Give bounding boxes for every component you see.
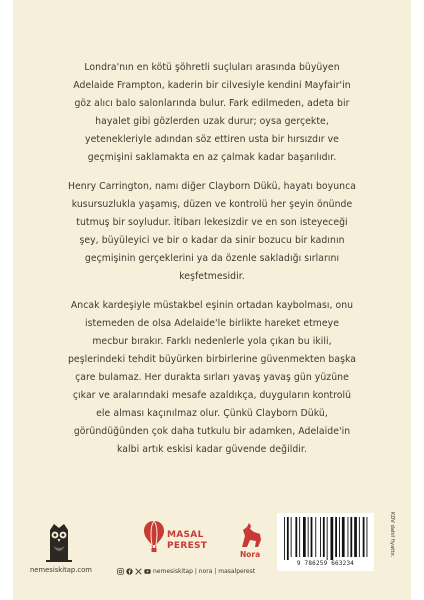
footer-social-links [117,566,255,576]
barcode-bar [350,517,352,557]
masal-logo-text-top: MASAL [167,530,204,540]
footer-website: nemesiskitap.com [30,566,92,574]
barcode-bar [308,517,309,557]
barcode-bar [284,517,285,560]
barcode-number: 9 786259 663234 [296,560,355,567]
youtube-icon [144,568,151,575]
barcode-bar [291,517,292,557]
facebook-icon [126,568,133,575]
deer-icon [236,520,266,550]
barcode-bar [327,517,328,560]
barcode-bar [354,517,357,557]
nora-logo [236,520,266,562]
barcode-bar [323,517,325,557]
barcode-bar [348,517,349,557]
masal-logo-text-bottom: PEREST [167,541,208,551]
barcode-bar [311,517,313,557]
barcode-bar [359,517,360,557]
barcode-bar [363,517,365,557]
barcode-bar [339,517,340,557]
barcode-bar [320,517,321,557]
nemesis-owl-logo [40,516,78,564]
barcode-bar [335,517,337,557]
barcode-bar [367,517,368,557]
barcode-bar [342,517,345,557]
isbn-barcode [277,513,374,571]
social-handles-text: nemesiskitap | nora | masalperest [153,567,256,575]
barcode-bar [303,517,306,557]
barcode-bar [331,517,334,560]
blurb-paragraph-3: Ancak kardeşiyle müstakbel eşinin ortadan kaybolması, onu istemeden de olsa Adelaide'le birlikte hareket etmeye mecbur bırakır. Farklı nedenlerle yola çıkan bu ikili, peşlerindeki tehdit büyürken birbirlerine güvenmekten başka çare bulamaz. Her durakta sırları yavaş yavaş gün yüzüne çıkar ve aralarındaki mesafe azaldıkça, duyguların kontrolü ele alması kaçınılmaz olur. Çünkü Clayborn Dükü, göründüğünden çok daha tutkulu bir adamken, Adelaide'in kalbi artık eskisi kadar güvende değildir. [67,300,357,455]
price-note [388,512,396,572]
barcode-bar [299,517,300,557]
blurb-paragraph-1: Londra'nın en kötü şöhretli suçluları arasında büyüyen Adelaide Frampton, kaderin bir cilvesiyle kendini Mayfair'in göz alıcı balo salonlarında bulur. Fark edilmeden, adeta bir hayalet gibi gözlerden uzak durur; oysa gerçekte, yetenekleriyle adından söz ettiren usta bir hırsızdır ve geçmişini saklamakta en az çalmak kadar başarılıdır. [73,62,351,163]
hot-air-balloon-icon [143,520,165,554]
barcode-bar [315,517,316,557]
price-note-text: KDV dahil fiyattır. [389,512,395,558]
instagram-icon [117,568,124,575]
x-icon [135,568,142,575]
barcode-bars [282,517,369,560]
masal-perest-logo [143,520,207,562]
barcode-bar [295,517,297,557]
barcode-bar [287,517,289,560]
blurb-paragraph-2: Henry Carrington, namı diğer Clayborn Dükü, hayatı boyunca kusursuzlukla yaşamış, düzen ve kontrolü her şeyin önünde tutmuş bir soyludur. İtibarı lekesizdir ve en son isteyeceği şey, büyüleyici ve bir o kadar da sinir bozucu bir kadının geçmişinin gerçeklerini ya da özenle sakladığı sırlarını keşfetmesidir. [67,181,356,282]
nora-logo-text: Nora [240,550,261,559]
